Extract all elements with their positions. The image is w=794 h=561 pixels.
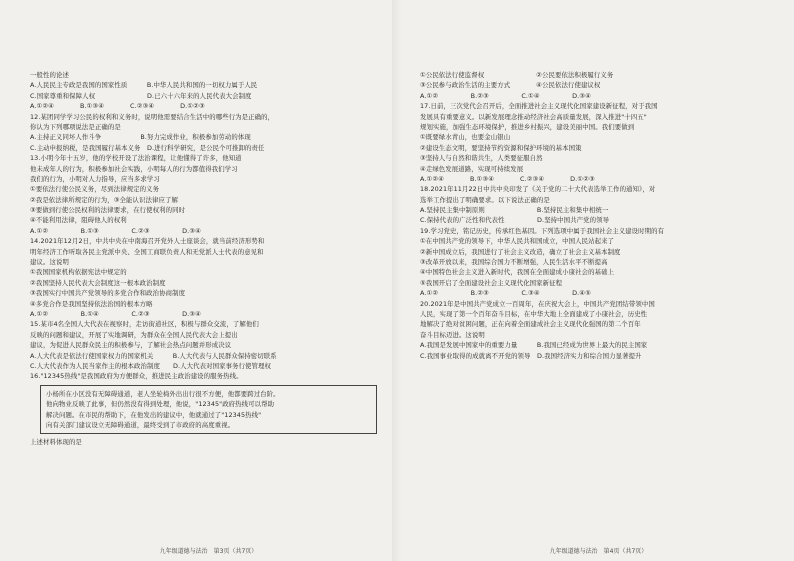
text-line: 选举工作提出了明确要求。以下说法正确的是 xyxy=(420,195,550,204)
text-line: 人民，实现了第一个百年奋斗目标，在中华大地上全面建成了小康社会，历史性 xyxy=(420,309,648,318)
text-line: ④不能利用法律，阻碍他人的权利 xyxy=(30,216,127,225)
text-line: ①要依法行使公民义务，尽到法律规定的义务 xyxy=(30,185,160,194)
left-question-text-after xyxy=(30,437,387,447)
text-line: ②建设生态文明，要坚持节约资源和保护环境的基本国策 xyxy=(420,143,582,152)
text-line: 上述材料体现的是 xyxy=(30,438,82,447)
text-line: A.①②④ B.①③④ C.②③④ D.①②③ xyxy=(30,102,205,111)
text-line: ①公民依法行使监督权 ②公民要依法积极履行义务 xyxy=(420,71,614,79)
page-gutter xyxy=(392,0,402,561)
text-line: C.人大代表作为人民当家作主的根本政治制度 D.人大代表对国家事务行使管理权 xyxy=(30,361,272,370)
text-line: 小杨所在小区没有无障碍通道，老人坐轮椅外出出行很不方便，他都要跨过台阶。 xyxy=(46,389,280,398)
text-line: 20.2021年是中国共产党成立一百周年，在庆祝大会上，中国共产党团结带领中国 xyxy=(420,299,655,308)
text-line: 你认为下列哪项说法是正确的是 xyxy=(30,122,121,131)
text-line: 13.小明今年十五岁，他的学校开设了法治课程，让他懂得了许多，他知道 xyxy=(30,154,242,163)
material-box xyxy=(40,385,377,435)
text-line: 18.2021年11月22日中共中央印发了《关于党的二十大代表选举工作的通知》，对 xyxy=(420,185,656,194)
text-line: C.保持代表的广泛性和代表性 D.坚持中国共产党的领导 xyxy=(420,216,610,225)
text-line: 向有关部门建议设立无障碍通道，最终受到了市政府的高度重视。 xyxy=(46,420,235,429)
text-line: C.国家尊重和保障人权 D.已六十六年来的人民代表大会制度 xyxy=(30,91,252,100)
text-line: 解决问题。在市民的帮助下，在他发出的建议中，他就通过了"12345热线" xyxy=(46,410,262,419)
text-line: A.①②④ B.①③④ C.②③④ D.①②③ xyxy=(420,174,595,183)
text-line: 规划实施，加强生态环境保护，推进乡村振兴，建设美丽中国。我们要做到 xyxy=(420,122,635,131)
text-line: A.人大代表是依法行使国家权力的国家机关 B.人大代表与人民群众保持密切联系 xyxy=(30,351,277,360)
text-line: ③改革开放以来，我国综合国力不断增强，人民生活水平不断提高 xyxy=(420,258,608,267)
text-line: 17.日前，三次党代会召开后，全面推进社会主义现代化国家建设新征程，对于我国 xyxy=(420,102,658,111)
text-line: 16."12345热线"是我国政府为方便群众，推进民主政治建设的服务热线。 xyxy=(30,372,243,381)
text-line: A.坚持民主集中制原则 B.坚持民主和集中相统一 xyxy=(420,206,609,215)
text-line: ④中国特色社会主义进入新时代，我国在全面建成小康社会的基础上 xyxy=(420,268,615,277)
text-line: A.主持正义同坏人作斗争 B.努力完成作业，积极参加劳动的体现 xyxy=(30,133,251,142)
text-line: 15.某市4名全国人大代表在视察时，走访街道社区，积极与群众交流，了解他们 xyxy=(30,320,259,329)
text-line: A.①② B.②③ C.③④ D.④⑤ xyxy=(420,289,591,298)
text-line: ④走绿色发展道路，实现可持续发展 xyxy=(420,164,524,173)
text-line: 12.某团同学学习公民的权利和义务时，说明他需要结合生活中的哪些行为是正确的， xyxy=(30,112,275,121)
text-line: ③我国实行中国共产党领导的多党合作和政治协商制度 xyxy=(30,289,186,298)
text-line: ⑤我国开启了全面建设社会主义现代化国家新征程 xyxy=(420,278,563,287)
text-line: ④多党合作是我国坚持依法治国的根本方略 xyxy=(30,299,153,308)
text-line: ③要做到行使公民权利的法律要求，在行使权利的同时 xyxy=(30,206,186,215)
right-question-text xyxy=(420,70,777,361)
text-line: 地解决了绝对贫困问题，正在向着全面建成社会主义现代化强国的第二个百年 xyxy=(420,320,641,329)
text-line: ②新中国成立后，我国进行了社会主义改造，确立了社会主义基本制度 xyxy=(420,247,621,256)
text-line: 一般性的论述 xyxy=(30,71,69,79)
text-line: 发展具有重要意义。以新发展理念推动经济社会高质量发展，深入推进"十四五" xyxy=(420,112,647,121)
text-line: A.人民民主专政是我国的国家性质 B.中华人民共和国的一切权力属于人民 xyxy=(30,81,258,90)
text-line: ③坚持人与自然和谐共生，人类要征服自然 xyxy=(420,154,543,163)
text-line: 建议，为促进人民群众民主的积极参与，了解社会热点问题并形成决议 xyxy=(30,341,232,350)
text-line: 他未成年人的行为，积极参加社会实践，小明每人的行为都值得我们学习 xyxy=(30,164,238,173)
left-page-footer: 九年级道德与法治 第3页（共7页） xyxy=(159,548,258,555)
right-page xyxy=(420,70,777,540)
text-line: ①我国国家机构依据宪法中规定的 xyxy=(30,268,127,277)
text-line: 建议。这说明 xyxy=(30,258,69,267)
text-line: 我们的行为，小明对人力指导，应当多求学习 xyxy=(30,174,160,183)
text-line: A.①② B.①④ C.②③ D.③④ xyxy=(30,309,201,318)
text-line: A.我国是发展中国家中的重要力量 B.我国已经成为世界上最大的民主国家 xyxy=(420,341,648,350)
text-line: 14.2021年12月2日，中共中央在中南海召开党外人士座谈会，就当前经济形势和 xyxy=(30,237,265,246)
text-line: 奋斗目标迈进。这说明 xyxy=(420,330,485,339)
text-line: ③公民参与政治生活的主要方式 ④公民依法行使建议权 xyxy=(420,81,601,90)
text-line: 明年经济工作听取各民主党派中央、全国工商联负责人和无党派人士代表的意见和 xyxy=(30,247,264,256)
text-line: ①在中国共产党的领导下，中华人民共和国成立，中国人民站起来了 xyxy=(420,237,615,246)
text-line: C.我国事业取得的成就离不开党的领导 D.我国经济实力和综合国力显著提升 xyxy=(420,351,642,360)
left-page xyxy=(30,70,387,540)
text-line: A.①② B.①③ C.②③ D.③④ xyxy=(30,226,201,235)
right-page-footer: 九年级道德与法治 第4页（共7页） xyxy=(549,548,648,555)
text-line: ②我是依法律所规定的行为，③全能认识法律应了解 xyxy=(30,195,178,204)
text-line: 19.学习党史，铭记历史，传承红色基因。下列选项中属于我国社会主义建设时期的有 xyxy=(420,226,665,235)
text-line: ①既要绿水青山，也要金山银山 xyxy=(420,133,511,142)
text-line: C.主动申报纳税，是我国履行基本义务 D.进行科学研究，是公民个可推卸的责任 xyxy=(30,143,265,152)
text-line: ②我国坚持人民代表大会制度这一根本政治制度 xyxy=(30,278,166,287)
text-line: 反映的问题和建议，开展了实地调研，为群众在全国人民代表大会上提出 xyxy=(30,330,238,339)
left-question-text xyxy=(30,70,387,382)
text-line: 他向物业反映了此事，但仍然没有得到处理，他说，"12345"政府热线可以帮助 xyxy=(46,400,275,409)
text-line: A.①② B.②③ C.①④ D.③④ xyxy=(420,91,591,100)
